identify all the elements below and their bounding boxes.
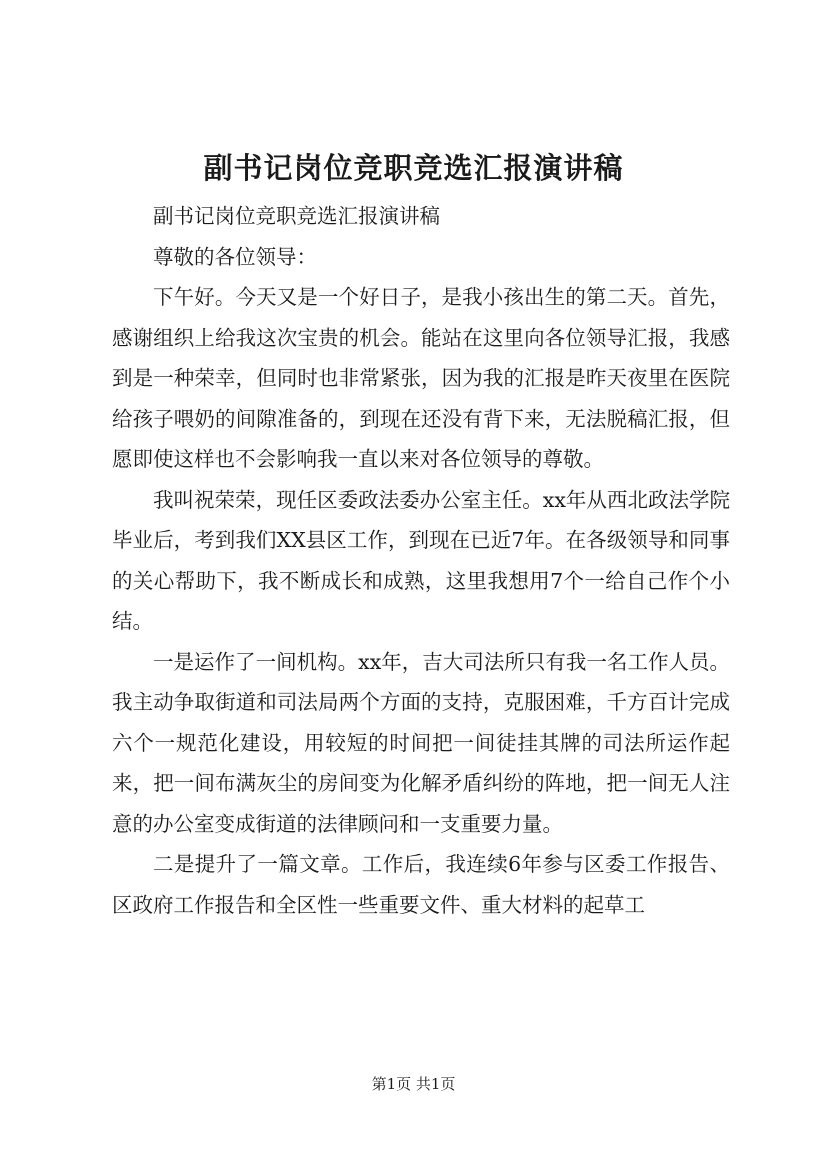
document-body: [112, 196, 730, 925]
paragraph-point-two: 二是提升了一篇文章。工作后，我连续6年参与区委工作报告、区政府工作报告和全区性一些重要文件、重大材料的起草工: [112, 852, 730, 917]
paragraph-introduction: 我叫祝荣荣，现任区委政法委办公室主任。xx年从西北政法学院毕业后，考到我们XX县区工作，到现在已近7年。在各级领导和同事的关心帮助下，我不断成长和成熟，这里我想用7个一给自己作个小结。: [112, 487, 730, 633]
paragraph-salutation: 尊敬的各位领导：: [153, 244, 317, 269]
document-title: 副书记岗位竞职竞选汇报演讲稿: [203, 151, 624, 185]
paragraph-subtitle: 副书记岗位竞职竞选汇报演讲稿: [153, 204, 440, 228]
page-number-footer: 第1页 共1页: [371, 1075, 456, 1093]
paragraph-point-one: 一是运作了一间机构。xx年，吉大司法所只有我一名工作人员。我主动争取街道和司法局两个方面的支持，克服困难，千方百计完成六个一规范化建设，用较短的时间把一间徒挂其牌的司法所运作起来，把一间布满灰尘的房间变为化解矛盾纠纷的阵地，把一间无人注意的办公室变成街道的法律顾问和一支重要力量。: [112, 649, 730, 836]
paragraph-greeting: 下午好。今天又是一个好日子，是我小孩出生的第二天。首先，感谢组织上给我这次宝贵的机会。能站在这里向各位领导汇报，我感到是一种荣幸，但同时也非常紧张，因为我的汇报是昨天夜里在医院给孩子喂奶的间隙准备的，到现在还没有背下来，无法脱稿汇报，但愿即使这样也不会影响我一直以来对各位领导的尊敬。: [112, 285, 730, 471]
